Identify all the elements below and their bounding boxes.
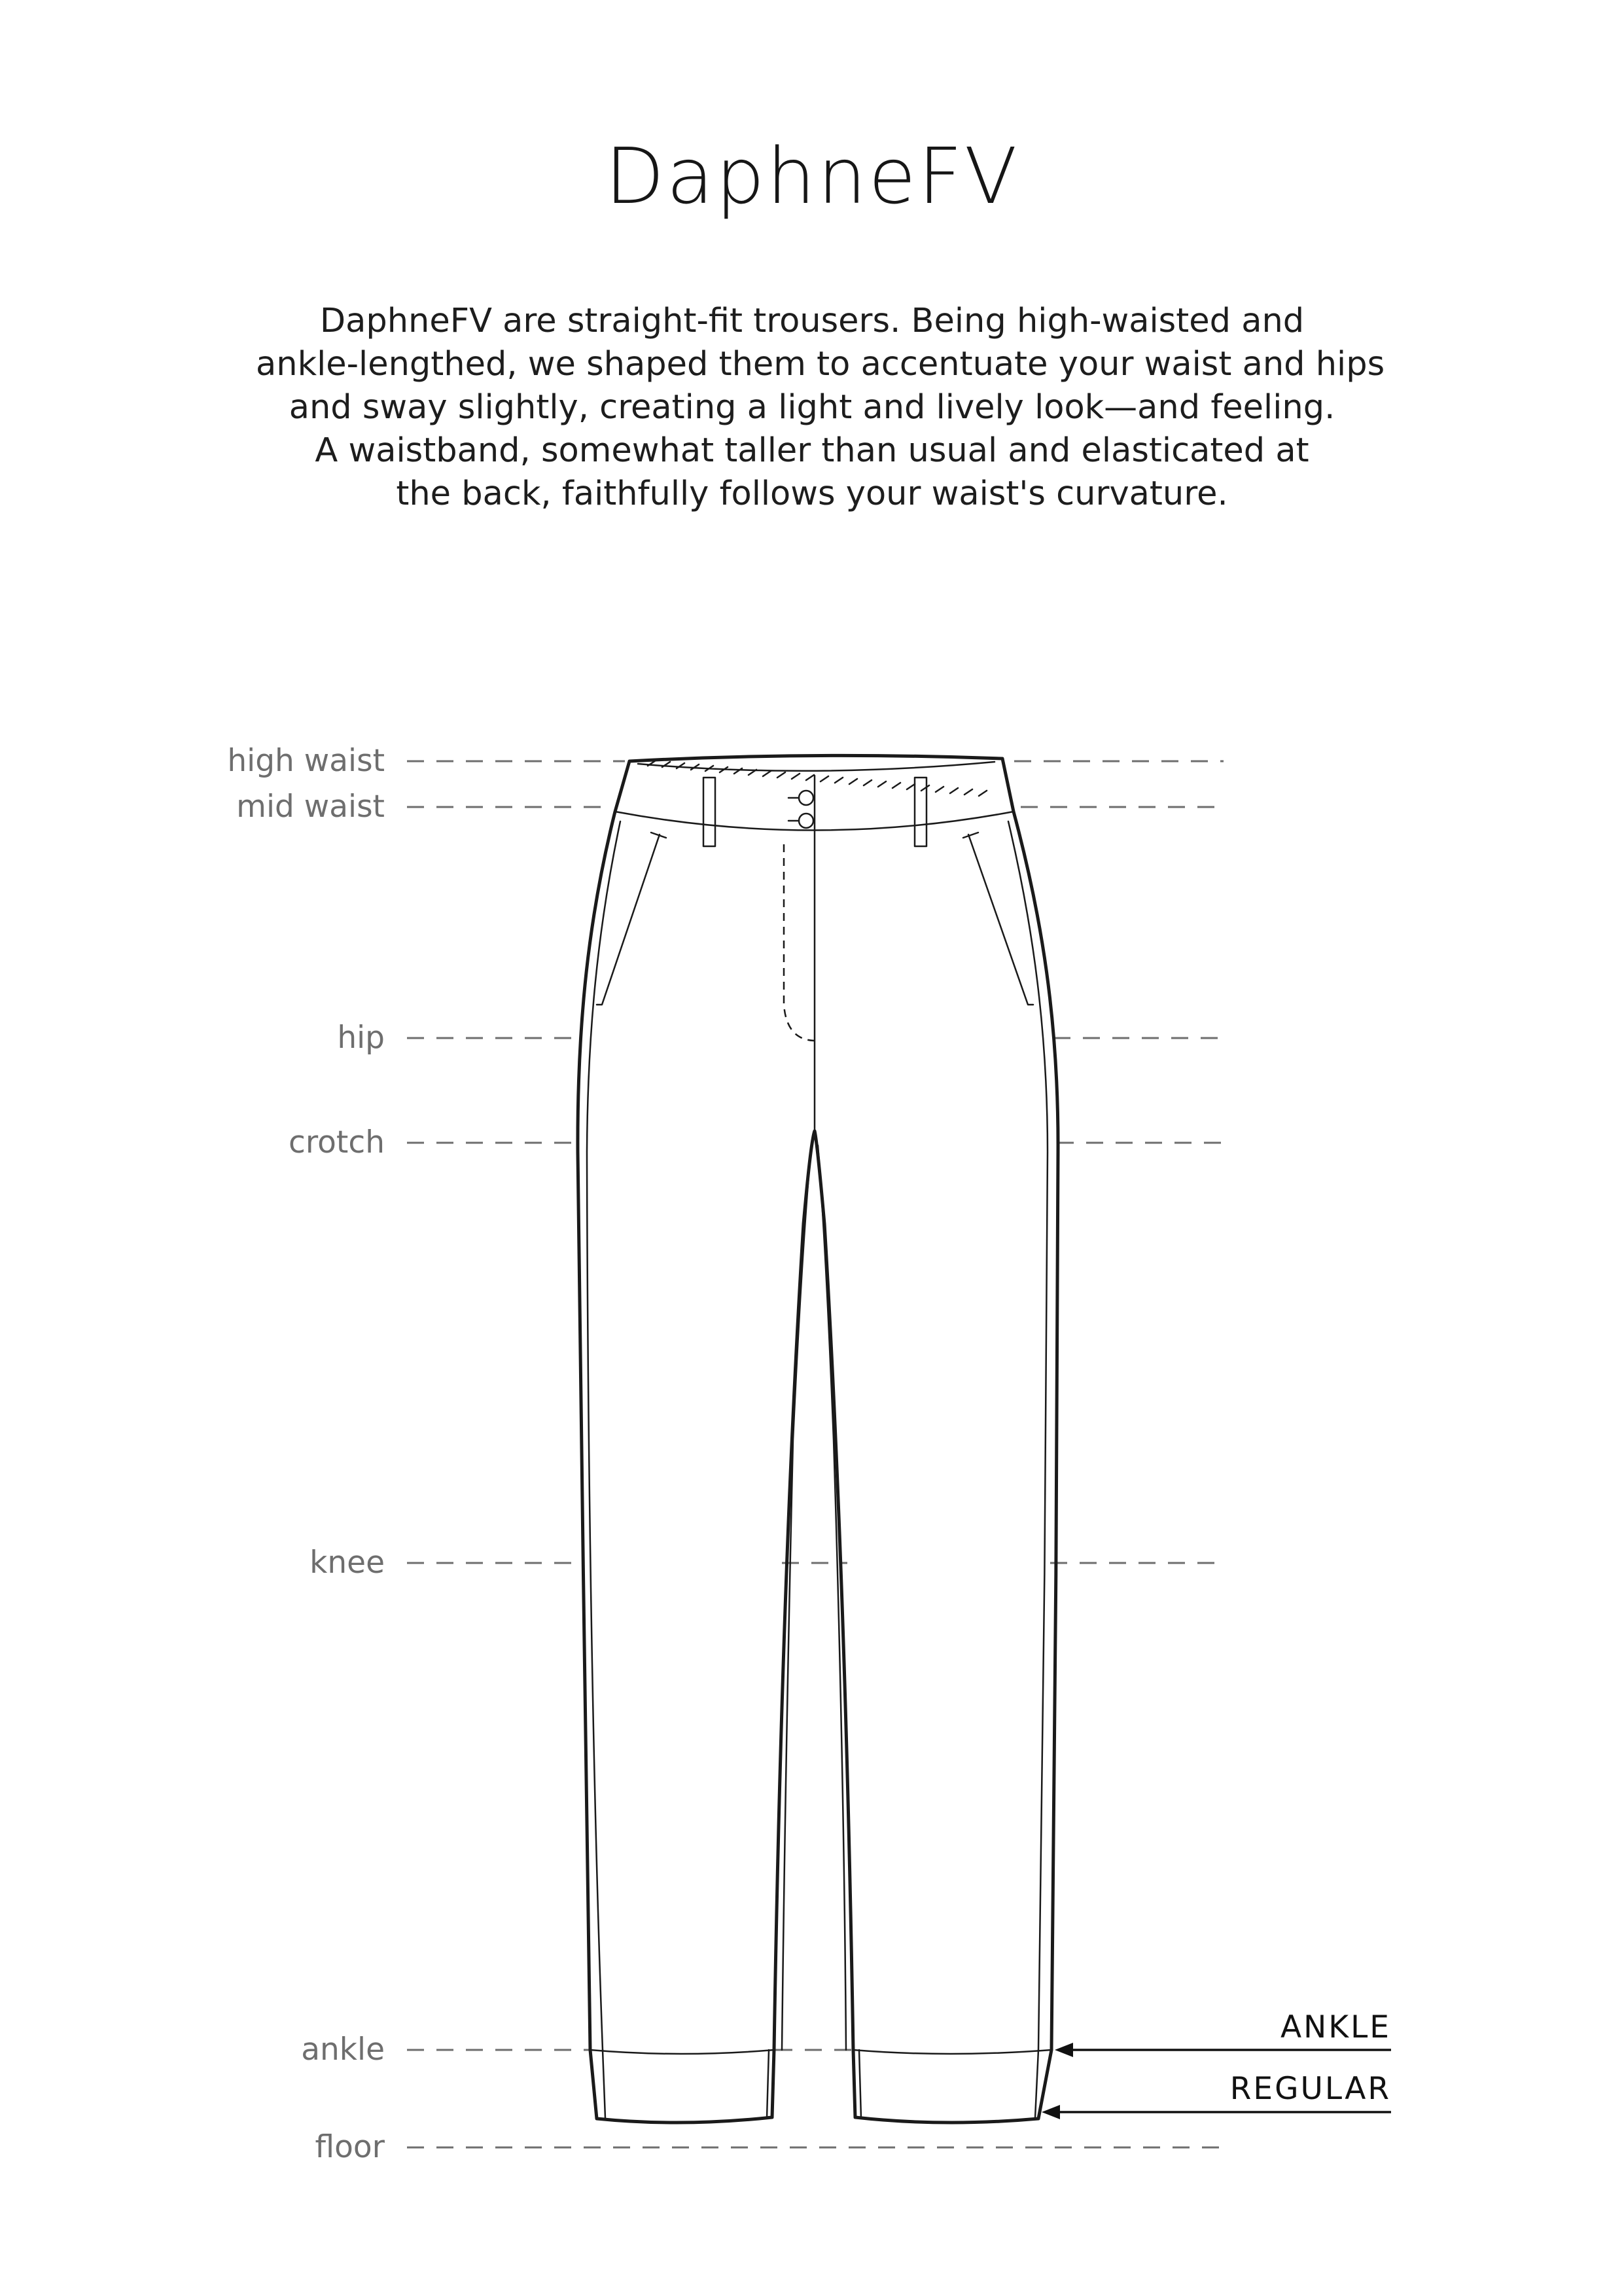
level-labels (227, 743, 385, 2165)
cuff-detail (603, 2050, 605, 2118)
cuff-detail (859, 2050, 861, 2118)
label-mid-waist: mid waist (236, 789, 385, 825)
label-ankle: ankle (301, 2032, 385, 2068)
side-seam-right (1008, 821, 1048, 2050)
description-line: DaphneFV are straight-fit trousers. Being high-waisted and (319, 302, 1305, 340)
cuff-detail (767, 2050, 769, 2118)
page-title: DaphneFV (605, 131, 1019, 221)
label-knee: knee (309, 1545, 385, 1581)
description-line: and sway slightly, creating a light and lively look—and feeling. (289, 388, 1335, 427)
belt-loop-left (703, 778, 715, 846)
trousers-illustration (578, 755, 1058, 2123)
hem-markers (1042, 2009, 1391, 2119)
label-hip: hip (337, 1020, 385, 1056)
regular-arrowhead-icon (1042, 2105, 1060, 2119)
ankle-arrowhead-icon (1055, 2043, 1073, 2057)
description-line: ankle-lengthed, we shaped them to accentuate your waist and hips (256, 345, 1385, 384)
trousers-outline (578, 755, 1058, 2123)
button-icon (799, 791, 813, 805)
cuff-detail (1035, 2050, 1038, 2118)
fly-stitching (784, 844, 814, 1041)
hem-option-ankle: ANKLE (1280, 2009, 1391, 2045)
description-line: the back, faithfully follows your waist's curvature. (396, 475, 1228, 513)
waistband-elastic (638, 761, 995, 796)
label-floor: floor (315, 2129, 385, 2165)
pocket-left (597, 833, 666, 1005)
pocket-right (963, 833, 1033, 1005)
cuff-left (590, 2050, 774, 2054)
label-crotch: crotch (289, 1124, 385, 1160)
button-icon (799, 814, 813, 828)
label-high-waist: high waist (227, 743, 385, 779)
hem-option-regular: REGULAR (1229, 2071, 1391, 2107)
cuff-right (853, 2050, 1051, 2054)
side-seam-left (587, 821, 620, 2050)
description-line: A waistband, somewhat taller than usual and elasticated at (315, 431, 1309, 470)
